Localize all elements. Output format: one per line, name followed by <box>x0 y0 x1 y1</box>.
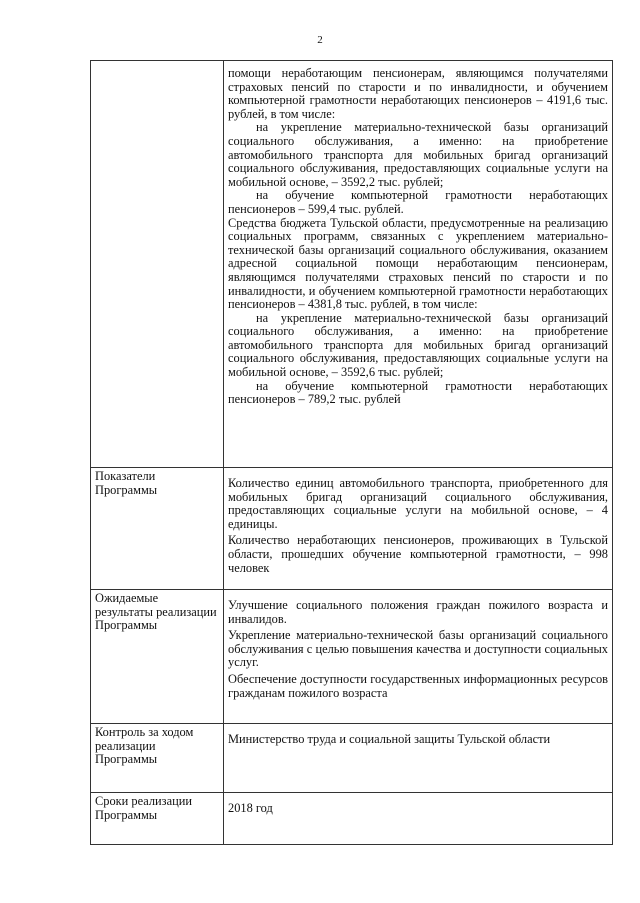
paragraph: на укрепление материально-технической базы организаций социального обслуживания, а именно: на приобретение автомобильного транспорта для мобильных бригад организаций социального обслуживания, предоставляющих социальные услуги на мобильной основе, – 3592,6 тыс. рублей; <box>228 310 608 380</box>
row-content <box>224 468 613 590</box>
row-label: Контроль за ходом реализации Программы <box>91 724 224 793</box>
paragraph: 2018 год <box>228 801 273 815</box>
row-content <box>224 724 613 793</box>
row-content <box>224 793 613 845</box>
table-row <box>91 590 613 724</box>
program-passport-table <box>90 60 613 845</box>
paragraph: Укрепление материально-технической базы организаций социального обслуживания с целью повышения качества и доступности социальных услуг. <box>228 628 608 670</box>
paragraph: помощи неработающим пенсионерам, являющимся получателями страховых пенсий по старости и по инвалидности, и обучением компьютерной грамотности неработающих пенсионеров – 4191,6 тыс. рублей, в том числе: <box>228 66 608 121</box>
table-row <box>91 468 613 590</box>
row-label: Сроки реализации Программы <box>91 793 224 845</box>
paragraph: на обучение компьютерной грамотности неработающих пенсионеров – 599,4 тыс. рублей. <box>228 188 608 216</box>
paragraph: Средства бюджета Тульской области, предусмотренные на реализацию социальных программ, связанных с укреплением материально-технической базы организаций социального обслуживания, оказанием адресной социальной помощи неработающим пенсионерам, являющимся получателями страховых пенсий по старости и по инвалидности, и обучением компьютерной грамотности неработающих пенсионеров – 4381,8 тыс. рублей, в том числе: <box>228 215 608 312</box>
table-row <box>91 724 613 793</box>
paragraph: на обучение компьютерной грамотности неработающих пенсионеров – 789,2 тыс. рублей <box>228 378 608 407</box>
paragraph: Министерство труда и социальной защиты Тульской области <box>228 732 551 746</box>
paragraph: Количество неработающих пенсионеров, проживающих в Тульской области, прошедших обучение компьютерной грамотности, – 998 человек <box>228 533 608 575</box>
row-content <box>224 61 613 468</box>
paragraph: на укрепление материально-технической базы организаций социального обслуживания, а именно: на приобретение автомобильного транспорта для мобильных бригад организаций социального обслуживания, предоставляющих социальные услуги на мобильной основе, – 3592,2 тыс. рублей; <box>228 120 608 189</box>
paragraph: Количество единиц автомобильного транспорта, приобретенного для мобильных бригад организаций социального обслуживания, предоставляющих социальные услуги на мобильной основе, – 4 единицы. <box>228 476 608 531</box>
row-label <box>91 61 224 468</box>
row-label: Показатели Программы <box>91 468 224 590</box>
table-row <box>91 793 613 845</box>
row-content <box>224 590 613 724</box>
paragraph: Обеспечение доступности государственных информационных ресурсов гражданам пожилого возраста <box>228 671 608 700</box>
page-number: 2 <box>317 34 323 46</box>
row-label: Ожидаемые результаты реализации Программы <box>91 590 224 724</box>
table-row <box>91 61 613 468</box>
paragraph: Улучшение социального положения граждан пожилого возраста и инвалидов. <box>228 598 608 626</box>
